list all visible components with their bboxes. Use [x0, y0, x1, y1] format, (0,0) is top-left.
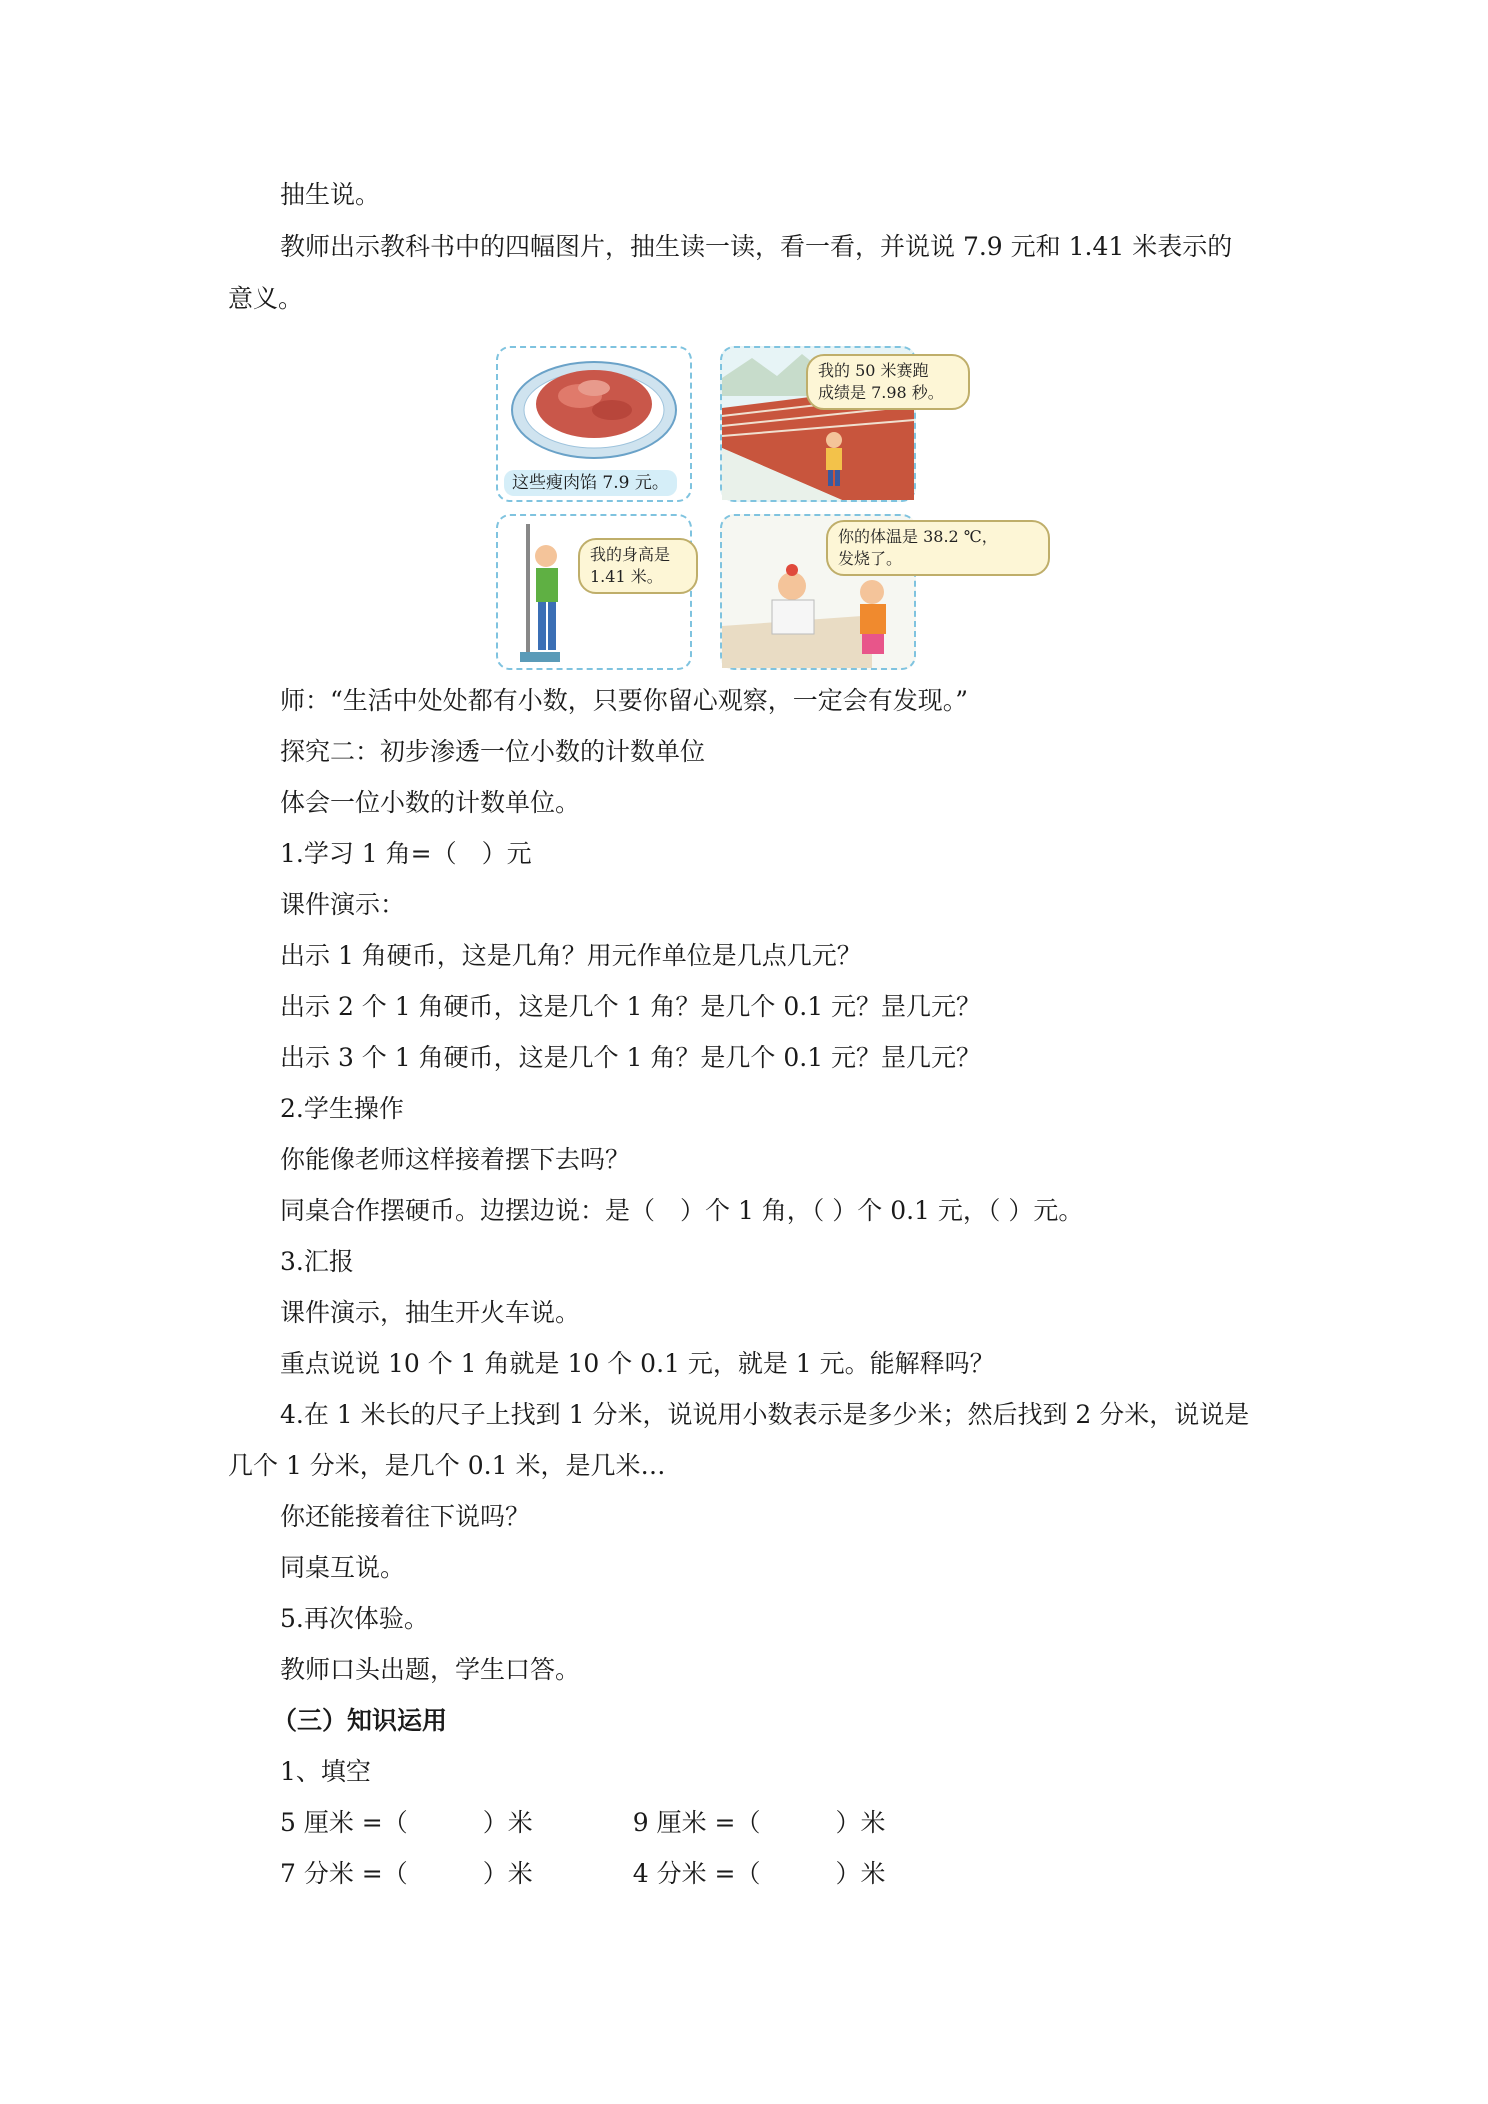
text-line: 几个 1 分米，是几个 0.1 米，是几米…	[228, 1451, 666, 1480]
text-line: 1、填空	[280, 1757, 371, 1786]
text-line: 出示 3 个 1 角硬币，这是几个 1 角？是几个 0.1 元？昰几元？	[280, 1043, 982, 1072]
text-line: 教师出示教科书中的四幅图片，抽生读一读，看一看，并说说 7.9 元和 1.41 米表示的	[280, 232, 1233, 261]
meat-caption: 这些瘦肉馅 7.9 元。	[504, 470, 677, 496]
bubble-text: 成绩是 7.98 秒。	[818, 383, 944, 402]
bubble-text: 发烧了。	[838, 549, 903, 568]
text-line: 1.学习 1 角=（ ）元	[280, 839, 532, 868]
bubble-text: 1.41 米。	[590, 567, 663, 586]
text-line: 重点说说 10 个 1 角就是 10 个 0.1 元，就是 1 元。能解释吗？	[280, 1349, 995, 1378]
text-line: 出示 2 个 1 角硬币，这是几个 1 角？是几个 0.1 元？昰几元？	[280, 992, 982, 1021]
race-speech-bubble	[806, 354, 970, 410]
section-heading: 探究二：初步渗透一位小数的计数单位	[280, 737, 706, 766]
text-line: 5.再次体验。	[280, 1604, 429, 1633]
panel-height	[496, 514, 692, 670]
text-line: 课件演示：	[280, 890, 406, 919]
bubble-text: 我的 50 米赛跑	[818, 361, 929, 380]
text-line: 课件演示，抽生开火车说。	[280, 1298, 581, 1327]
text-line: 3.汇报	[280, 1247, 354, 1276]
text-line: 抽生说。	[280, 180, 381, 209]
exercise-line: 7 分米 =（ ）米 4 分米 =（ ）米	[280, 1859, 886, 1888]
panel-race	[720, 346, 944, 502]
text-line: 同桌互说。	[280, 1553, 406, 1582]
text-line: 你能像老师这样接着摆下去吗？	[280, 1145, 631, 1174]
text-line: 同桌合作摆硬币。边摆边说：是（ ）个 1 角，（ ）个 0.1 元，（ ）元。	[280, 1196, 1084, 1225]
textbook-figure	[496, 346, 998, 668]
bubble-text: 你的体温是 38.2 ℃，	[838, 527, 998, 546]
text-line: 教师口头出题，学生口答。	[280, 1655, 581, 1684]
temperature-speech-bubble	[826, 520, 1050, 576]
panel-meat	[496, 346, 692, 502]
text-line: 师：“生活中处处都有小数，只要你留心观察，一定会有发现。”	[280, 686, 969, 715]
text-line: 4.在 1 米长的尺子上找到 1 分米，说说用小数表示是多少米；然后找到 2 分米，说说是	[280, 1400, 1250, 1429]
height-speech-bubble	[578, 538, 698, 594]
text-line: 出示 1 角硬币，这是几角？用元作单位是几点几元？	[280, 941, 862, 970]
text-line: 意义。	[228, 284, 304, 313]
section-heading: （三）知识运用	[272, 1706, 448, 1735]
text-line: 2.学生操作	[280, 1094, 404, 1123]
bubble-text: 我的身高是	[590, 545, 671, 564]
text-line: 你还能接着往下说吗？	[280, 1502, 531, 1531]
text-line: 体会一位小数的计数单位。	[280, 788, 581, 817]
exercise-line: 5 厘米 =（ ）米 9 厘米 =（ ）米	[280, 1808, 886, 1837]
panel-temperature	[720, 514, 998, 670]
